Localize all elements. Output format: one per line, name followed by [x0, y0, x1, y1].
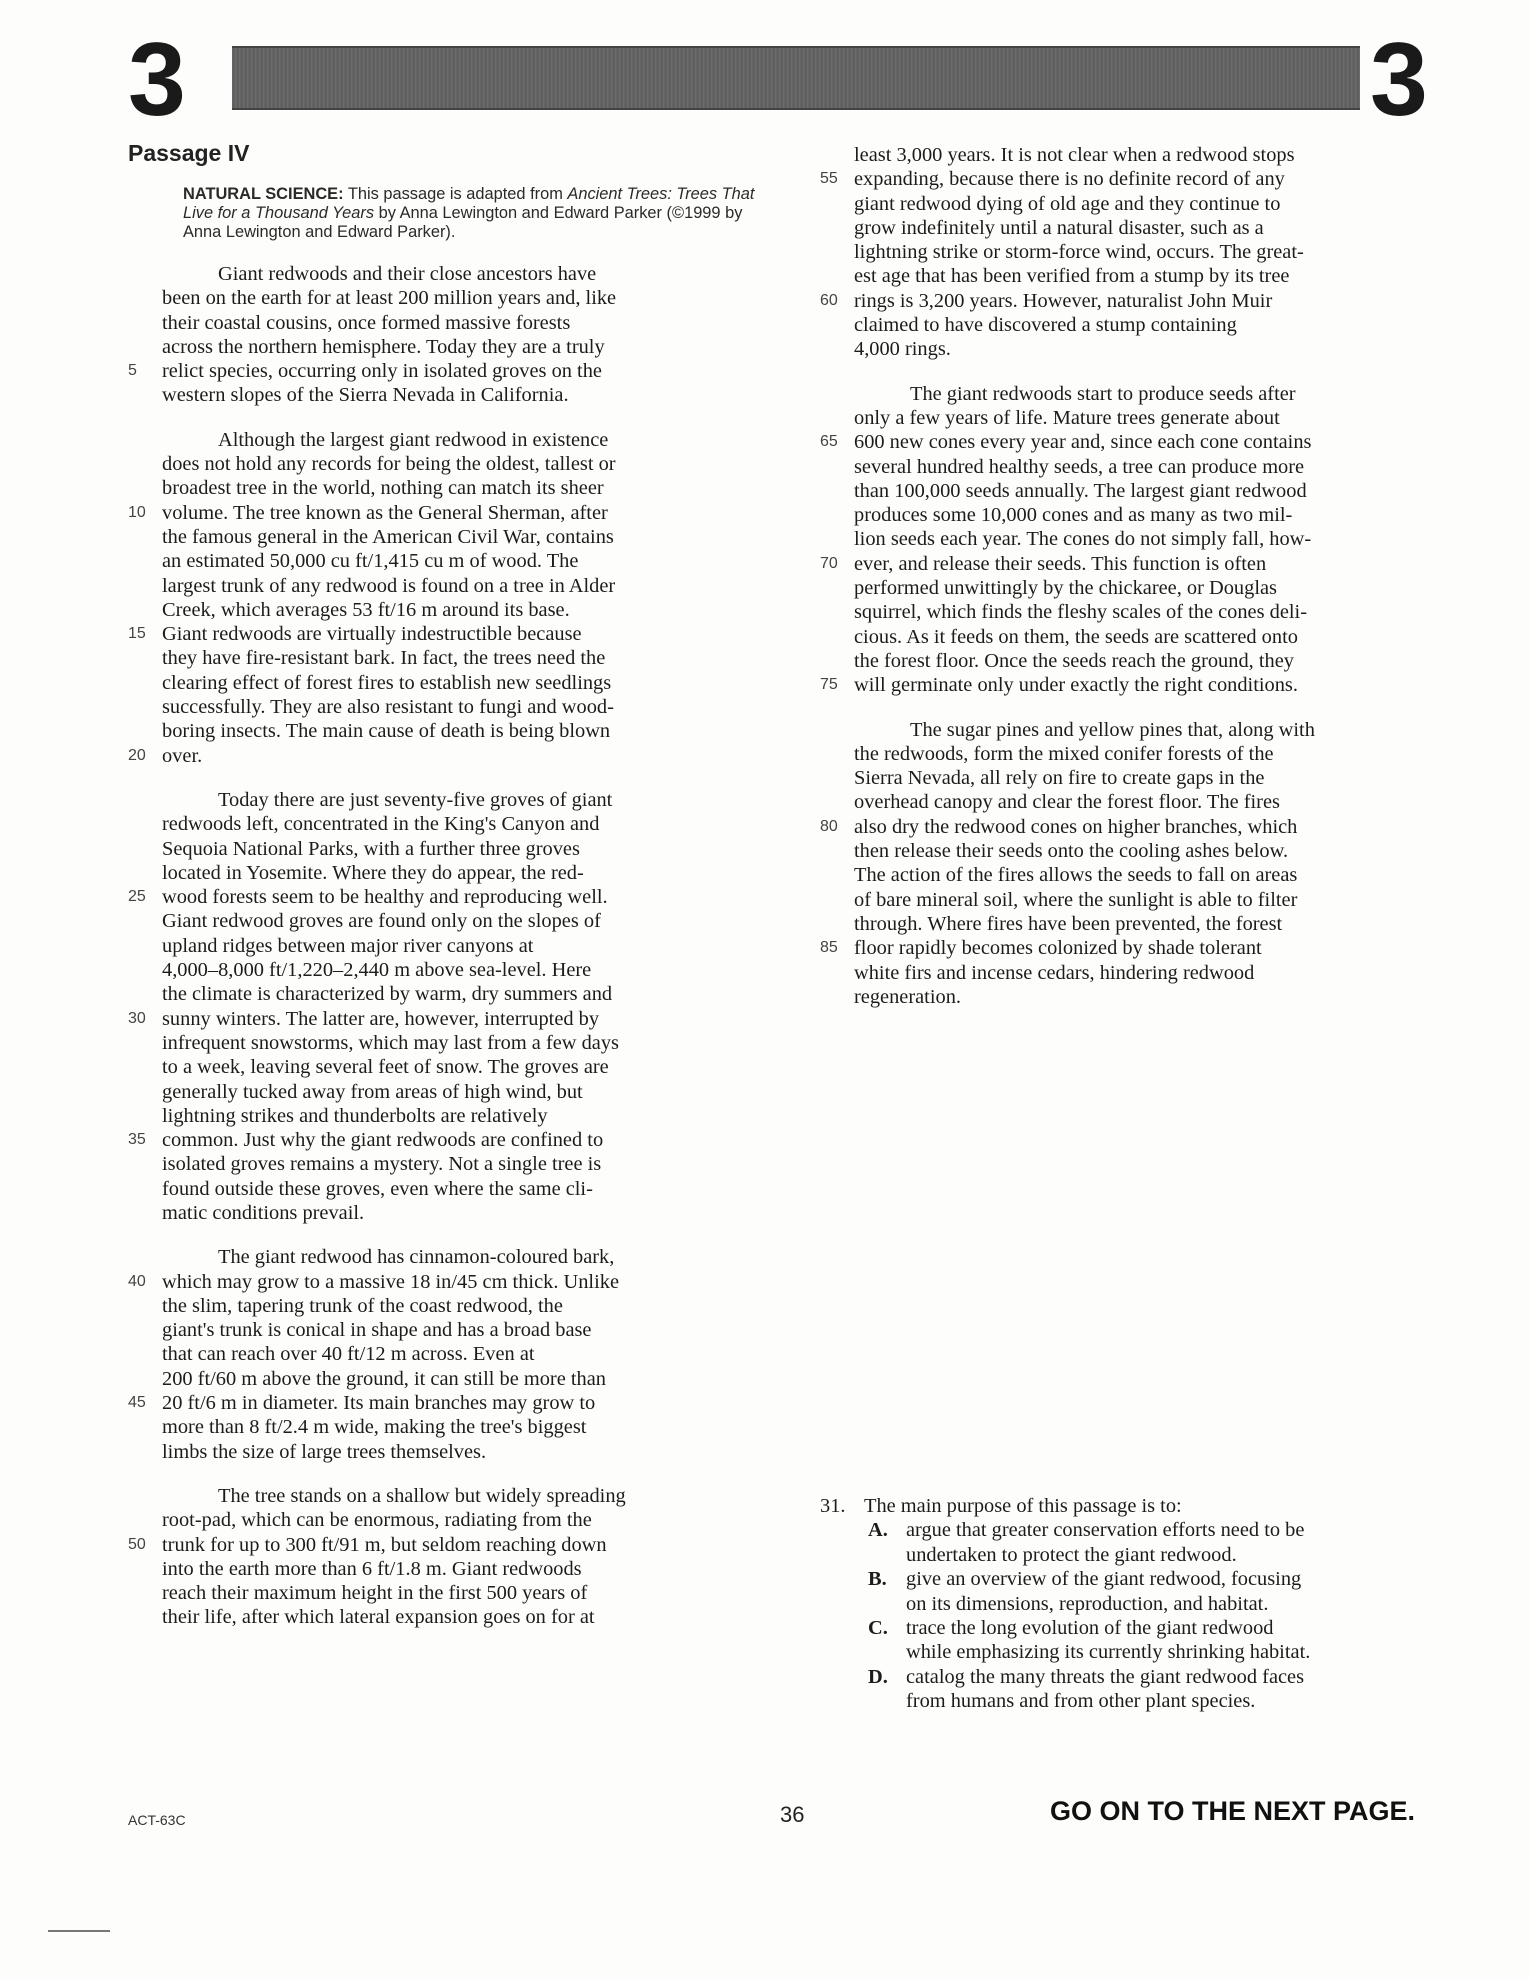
passage-line [128, 1391, 758, 1415]
line-number: 85 [820, 939, 838, 957]
passage-line [128, 1367, 758, 1391]
paragraph [820, 382, 1440, 698]
paragraph [128, 262, 758, 408]
passage-line [128, 598, 758, 622]
passage-line [128, 1152, 758, 1176]
line-text: of bare mineral soil, where the sunlight is able to filter [854, 888, 1298, 911]
line-number: 15 [128, 625, 146, 643]
question-number: 31. [820, 1495, 846, 1517]
passage-line [820, 576, 1440, 600]
question-text: The main purpose of this passage is to: [864, 1495, 1182, 1517]
passage-line [128, 837, 758, 861]
line-text: more than 8 ft/2.4 m wide, making the tree's biggest [162, 1416, 587, 1439]
line-text: squirrel, which finds the fleshy scales of the cones deli- [854, 601, 1307, 624]
line-number: 80 [820, 817, 838, 835]
passage-line [128, 958, 758, 982]
line-text: the redwoods, form the mixed conifer forests of the [854, 742, 1274, 765]
paragraph [128, 788, 758, 1225]
passage-line [128, 1128, 758, 1152]
line-text: Today there are just seventy-five groves of giant [218, 788, 613, 811]
passage-line [820, 430, 1440, 454]
line-text: relict species, occurring only in isolated groves on the [162, 360, 602, 383]
line-text: which may grow to a massive 18 in/45 cm thick. Unlike [162, 1270, 620, 1293]
line-text: Giant redwoods are virtually indestructible because [162, 623, 582, 646]
option-letter: D. [868, 1665, 888, 1688]
line-text: Giant redwoods and their close ancestors have [218, 263, 597, 285]
passage-line [820, 167, 1440, 191]
passage-line [128, 262, 758, 286]
line-text: limbs the size of large trees themselves. [162, 1440, 487, 1463]
option-letter: C. [868, 1617, 888, 1640]
paragraph [820, 718, 1440, 1010]
line-text: grow indefinitely until a natural disaster, such as a [854, 216, 1264, 239]
passage-line [128, 622, 758, 646]
passage-line [128, 1581, 758, 1605]
passage-line [820, 742, 1440, 766]
passage-line [820, 673, 1440, 697]
passage-line [128, 719, 758, 743]
passage-line [128, 476, 758, 500]
passage-line [820, 718, 1440, 742]
passage-line [820, 766, 1440, 790]
line-text: The action of the fires allows the seeds to fall on areas [854, 864, 1298, 887]
passage-intro [183, 185, 763, 242]
scan-mark [48, 1930, 110, 1932]
paragraph [820, 143, 1440, 362]
line-text: to a week, leaving several feet of snow. The groves are [162, 1056, 609, 1079]
line-text: The giant redwood has cinnamon-coloured bark, [218, 1246, 615, 1269]
option-text-line: give an overview of the giant redwood, focusing [906, 1568, 1302, 1591]
passage-line [128, 1484, 758, 1508]
line-text: successfully. They are also resistant to fungi and wood- [162, 696, 614, 719]
passage-line [820, 888, 1440, 912]
line-text: Sierra Nevada, all rely on fire to create gaps in the [854, 767, 1265, 790]
line-text: matic conditions prevail. [162, 1201, 365, 1224]
question-stem [820, 1494, 1450, 1518]
line-text: ever, and release their seeds. This function is often [854, 552, 1267, 575]
passage-line [128, 359, 758, 383]
passage-line [128, 1031, 758, 1055]
passage-line [128, 383, 758, 407]
passage-line [128, 1605, 758, 1629]
passage-line [128, 1270, 758, 1294]
paragraph [128, 1245, 758, 1464]
line-text: overhead canopy and clear the forest floor. The fires [854, 791, 1280, 814]
paragraph [128, 1484, 758, 1630]
line-text: lightning strike or storm-force wind, occurs. The great- [854, 241, 1304, 264]
line-text: their life, after which lateral expansion goes on for at [162, 1606, 595, 1629]
line-text: 600 new cones every year and, since each cone contains [854, 431, 1312, 454]
line-text: reach their maximum height in the first 500 years of [162, 1582, 588, 1605]
line-text: common. Just why the giant redwoods are confined to [162, 1129, 604, 1152]
passage-line [128, 1245, 758, 1269]
section-number-left: 3 [128, 22, 186, 138]
passage-line [820, 192, 1440, 216]
passage-title: Passage IV [128, 140, 250, 166]
section-number-right: 3 [1370, 22, 1428, 138]
passage-line [820, 503, 1440, 527]
line-text: found outside these groves, even where the same cli- [162, 1177, 593, 1200]
line-text: root-pad, which can be enormous, radiating from the [162, 1509, 592, 1532]
line-text: infrequent snowstorms, which may last from a few days [162, 1031, 619, 1054]
passage-line [128, 525, 758, 549]
passage-line [820, 790, 1440, 814]
line-text: they have fire-resistant bark. In fact, the trees need the [162, 647, 606, 670]
passage-line [820, 649, 1440, 673]
line-text: also dry the redwood cones on higher branches, which [854, 815, 1298, 838]
paragraph [128, 428, 758, 768]
passage-right-column [820, 143, 1440, 1009]
answer-options [820, 1518, 1450, 1713]
line-number: 25 [128, 888, 146, 906]
line-text: Although the largest giant redwood in existence [218, 428, 609, 451]
answer-option[interactable] [820, 1616, 1450, 1665]
line-text: clearing effect of forest fires to establish new seedlings [162, 671, 612, 694]
line-number: 60 [820, 291, 838, 309]
line-text: lightning strikes and thunderbolts are relatively [162, 1104, 548, 1127]
line-text: est age that has been verified from a stump by its tree [854, 265, 1290, 288]
passage-line [820, 240, 1440, 264]
line-text: performed unwittingly by the chickaree, or Douglas [854, 577, 1277, 600]
option-text-line: undertaken to protect the giant redwood. [906, 1543, 1237, 1566]
passage-line [128, 744, 758, 768]
passage-line [128, 1342, 758, 1366]
line-text: isolated groves remains a mystery. Not a single tree is [162, 1153, 602, 1176]
passage-line [820, 264, 1440, 288]
answer-option[interactable] [820, 1567, 1450, 1616]
answer-option[interactable] [820, 1518, 1450, 1567]
line-text: does not hold any records for being the oldest, tallest or [162, 453, 616, 476]
option-text-line: on its dimensions, reproduction, and habitat. [906, 1592, 1269, 1615]
passage-line [128, 695, 758, 719]
passage-line [128, 1201, 758, 1225]
passage-line [820, 600, 1440, 624]
line-text: largest trunk of any redwood is found on a tree in Alder [162, 574, 616, 597]
option-text-line: from humans and from other plant species. [906, 1690, 1256, 1713]
option-letter: B. [868, 1568, 887, 1591]
passage-line [128, 982, 758, 1006]
line-text: that can reach over 40 ft/12 m across. Even at [162, 1343, 535, 1366]
passage-line [128, 501, 758, 525]
passage-line [128, 1508, 758, 1532]
passage-line [128, 788, 758, 812]
passage-line [128, 909, 758, 933]
line-number: 40 [128, 1272, 146, 1290]
passage-line [128, 1318, 758, 1342]
passage-line [128, 452, 758, 476]
line-number: 5 [128, 362, 137, 380]
line-text: only a few years of life. Mature trees generate about [854, 406, 1280, 429]
right-paragraphs [820, 143, 1440, 1009]
passage-line [820, 313, 1440, 337]
passage-line [128, 1440, 758, 1464]
line-text: into the earth more than 6 ft/1.8 m. Giant redwoods [162, 1557, 582, 1580]
passage-line [128, 1294, 758, 1318]
passage-line [128, 1080, 758, 1104]
passage-line [128, 1533, 758, 1557]
passage-line [128, 646, 758, 670]
line-text: broadest tree in the world, nothing can match its sheer [162, 477, 604, 500]
line-text: volume. The tree known as the General Sherman, after [162, 501, 608, 524]
passage-line [128, 885, 758, 909]
passage-line [820, 216, 1440, 240]
footer-page-number: 36 [780, 1802, 805, 1827]
passage-line [128, 934, 758, 958]
option-text-line: trace the long evolution of the giant redwood [906, 1617, 1274, 1640]
line-text: lion seeds each year. The cones do not simply fall, how- [854, 528, 1312, 551]
line-text: The sugar pines and yellow pines that, along with [910, 718, 1315, 741]
line-text: over. [162, 744, 203, 767]
line-text: upland ridges between major river canyons at [162, 934, 534, 957]
line-text: Creek, which averages 53 ft/16 m around its base. [162, 598, 570, 621]
passage-line [820, 289, 1440, 313]
line-number: 75 [820, 676, 838, 694]
line-text: wood forests seem to be healthy and reproducing well. [162, 886, 608, 909]
line-text: Sequoia National Parks, with a further three groves [162, 837, 580, 860]
line-number: 65 [820, 433, 838, 451]
option-text-line: argue that greater conservation efforts need to be [906, 1519, 1305, 1542]
passage-line [128, 1007, 758, 1031]
passage-line [820, 912, 1440, 936]
line-text: 4,000–8,000 ft/1,220–2,440 m above sea-level. Here [162, 959, 592, 982]
line-text: The giant redwoods start to produce seeds after [910, 382, 1296, 405]
passage-line [820, 815, 1440, 839]
question-31 [820, 1494, 1450, 1714]
line-text: redwoods left, concentrated in the King's Canyon and [162, 813, 600, 836]
line-text: western slopes of the Sierra Nevada in California. [162, 384, 569, 407]
line-text: their coastal cousins, once formed massive forests [162, 311, 571, 334]
line-number: 70 [820, 554, 838, 572]
passage-line [820, 863, 1440, 887]
line-number: 35 [128, 1131, 146, 1149]
intro-text-after: by Anna Lewington and Edward Parker (©1999 by Anna Lewington and Edward Parker). [183, 204, 743, 241]
line-text: trunk for up to 300 ft/91 m, but seldom reaching down [162, 1533, 607, 1556]
line-text: expanding, because there is no definite record of any [854, 168, 1285, 191]
line-text: the slim, tapering trunk of the coast redwood, the [162, 1294, 563, 1317]
passage-line [128, 428, 758, 452]
passage-line [128, 1557, 758, 1581]
passage-left-column [128, 140, 758, 1630]
line-text: 20 ft/6 m in diameter. Its main branches may grow to [162, 1392, 596, 1415]
line-text: through. Where fires have been prevented, the forest [854, 912, 1283, 935]
line-text: 200 ft/60 m above the ground, it can still be more than [162, 1367, 606, 1390]
line-text: located in Yosemite. Where they do appear, the red- [162, 861, 584, 884]
line-text: sunny winters. The latter are, however, interrupted by [162, 1007, 600, 1030]
line-text: boring insects. The main cause of death is being blown [162, 720, 611, 743]
intro-text-before: This passage is adapted from [347, 185, 563, 203]
passage-line [820, 625, 1440, 649]
line-text: The tree stands on a shallow but widely spreading [218, 1484, 626, 1507]
passage-line [820, 936, 1440, 960]
passage-line [820, 143, 1440, 167]
section-header-bar [232, 46, 1360, 110]
passage-line [820, 552, 1440, 576]
passage-line [820, 455, 1440, 479]
option-text-line: catalog the many threats the giant redwood faces [906, 1665, 1305, 1688]
line-number: 20 [128, 746, 146, 764]
footer-test-code: ACT-63C [128, 1812, 186, 1828]
passage-line [128, 574, 758, 598]
passage-line [128, 1055, 758, 1079]
line-text: been on the earth for at least 200 million years and, like [162, 287, 617, 310]
line-number: 10 [128, 503, 146, 521]
passage-line [820, 406, 1440, 430]
line-text: the forest floor. Once the seeds reach the ground, they [854, 649, 1294, 672]
passage-line [128, 549, 758, 573]
line-text: across the northern hemisphere. Today they are a truly [162, 335, 605, 358]
line-text: an estimated 50,000 cu ft/1,415 cu m of wood. The [162, 550, 579, 573]
passage-line [128, 1177, 758, 1201]
passage-line [128, 671, 758, 695]
line-text: then release their seeds onto the cooling ashes below. [854, 840, 1289, 863]
line-text: giant redwood dying of old age and they continue to [854, 192, 1281, 215]
passage-line [128, 861, 758, 885]
passage-line [128, 1415, 758, 1439]
passage-line [820, 985, 1440, 1009]
passage-line [128, 812, 758, 836]
answer-option[interactable] [820, 1665, 1450, 1714]
left-paragraphs [128, 262, 758, 1630]
passage-line [820, 527, 1440, 551]
intro-label: NATURAL SCIENCE: [183, 185, 344, 203]
passage-line [820, 382, 1440, 406]
line-text: several hundred healthy seeds, a tree can produce more [854, 455, 1305, 478]
line-number: 45 [128, 1394, 146, 1412]
passage-line [128, 286, 758, 310]
line-text: rings is 3,200 years. However, naturalist John Muir [854, 289, 1273, 312]
line-text: the famous general in the American Civil War, contains [162, 525, 614, 548]
line-number: 50 [128, 1535, 146, 1553]
passage-line [820, 337, 1440, 361]
option-letter: A. [868, 1519, 888, 1542]
line-text: Giant redwood groves are found only on the slopes of [162, 910, 601, 933]
line-text: floor rapidly becomes colonized by shade tolerant [854, 937, 1262, 960]
line-text: generally tucked away from areas of high wind, but [162, 1080, 583, 1103]
passage-line [128, 1104, 758, 1128]
line-text: the climate is characterized by warm, dry summers and [162, 983, 613, 1006]
line-text: will germinate only under exactly the right conditions. [854, 674, 1298, 697]
line-text: least 3,000 years. It is not clear when a redwood stops [854, 144, 1295, 166]
line-text: produces some 10,000 cones and as many as two mil- [854, 504, 1293, 527]
line-text: giant's trunk is conical in shape and has a broad base [162, 1319, 592, 1342]
passage-line [820, 961, 1440, 985]
line-text: white firs and incense cedars, hindering redwood [854, 961, 1255, 984]
footer-go-on: GO ON TO THE NEXT PAGE. [1050, 1796, 1416, 1826]
line-number: 30 [128, 1009, 146, 1027]
line-text: claimed to have discovered a stump containing [854, 314, 1237, 337]
line-text: cious. As it feeds on them, the seeds are scattered onto [854, 625, 1298, 648]
passage-line [820, 839, 1440, 863]
line-text: than 100,000 seeds annually. The largest giant redwood [854, 479, 1307, 502]
line-text: regeneration. [854, 985, 961, 1008]
intro-book-title: Ancient Trees: Trees That Live for a Thousand Years [183, 185, 755, 222]
passage-line [128, 335, 758, 359]
passage-line [128, 311, 758, 335]
line-text: 4,000 rings. [854, 338, 951, 361]
passage-line [820, 479, 1440, 503]
line-number: 55 [820, 170, 838, 188]
option-text-line: while emphasizing its currently shrinking habitat. [906, 1641, 1311, 1664]
